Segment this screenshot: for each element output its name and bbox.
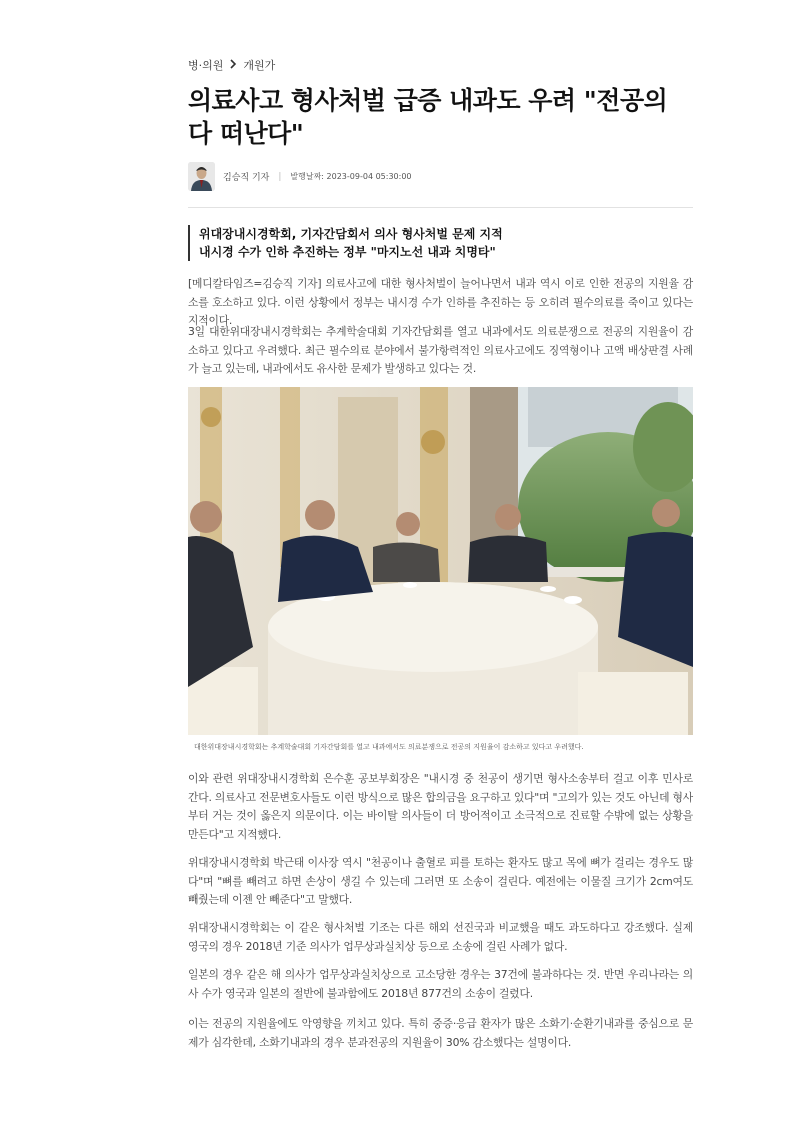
byline-divider: | (278, 171, 282, 182)
article-paragraph: 일본의 경우 같은 해 의사가 업무상과실치상으로 고소당한 경우는 37건에 불과하다는 것. 반면 우리나라는 의사 수가 영국과 일본의 절반에 불과함에도 2018년 877건의 소송이 걸렸다. (188, 968, 693, 1000)
reporter-avatar (188, 162, 215, 191)
photo-caption: 대한위대장내시경학회는 추계학술대회 기자간담회를 열고 내과에서도 의료분쟁으로 전공의 지원율이 감소하고 있다고 우려했다. (194, 743, 584, 751)
header-divider (188, 207, 693, 208)
article-paragraph: [메디칼타임즈=김승직 기자] 의료사고에 대한 형사처벌이 늘어나면서 내과 역시 이로 인한 전공의 지원율 감소를 호소하고 있다. 이런 상황에서 정부는 내시경 수가 인하를 추진하는 등 오히려 필수의료를 죽이고 있다는 지적이다. (188, 277, 693, 328)
article-photo (188, 387, 693, 735)
article-paragraph: 이와 관련 위대장내시경학회 은수훈 공보부회장은 "내시경 중 천공이 생기면 형사소송부터 걸고 이후 민사로 간다. 의료사고 전문변호사들도 이런 방식으로 많은 합의금을 요구하고 있다"며 "고의가 있는 것도 아닌데 형사부터 거는 것이 옳은지 의문이다. 이는 바이탈 의사들이 더 방어적이고 소극적으로 진료할 수밖에 없는 상황을 만든다"고 지적했다. (188, 772, 693, 841)
article-subheads (188, 225, 503, 261)
breadcrumb-section[interactable]: 병·의원 (188, 59, 224, 72)
article-byline (188, 162, 412, 191)
article-title: 의료사고 형사처벌 급증 내과도 우려 "전공의 다 떠난다" (188, 86, 668, 148)
article-paragraph: 위대장내시경학회 박근태 이사장 역시 "천공이나 출혈로 피를 토하는 환자도 많고 목에 뼈가 걸리는 경우도 많다"며 "뼈를 빼려고 하면 손상이 생길 수 있는데 그러면 또 소송이 걸린다. 예전에는 이물질 크기가 2cm여도 빼줬는데 이젠 안 빼준다"고 말했다. (188, 856, 693, 907)
article-paragraph: 3일 대한위대장내시경학회는 추계학술대회 기자간담회를 열고 내과에서도 의료분쟁으로 전공의 지원율이 감소하고 있다고 우려했다. 최근 필수의료 분야에서 불가항력적인 의료사고에도 징역형이나 고액 배상판결 사례가 늘고 있는데, 내과에서도 유사한 문제가 발생하고 있다는 것. (188, 325, 693, 376)
publish-date: 발행날짜: 2023-09-04 05:30:00 (290, 172, 412, 181)
article-paragraph: 위대장내시경학회는 이 같은 형사처벌 기조는 다른 해외 선진국과 비교했을 때도 과도하다고 강조했다. 실제 영국의 경우 2018년 기준 의사가 업무상과실치상 등으로 소송에 걸린 사례가 없다. (188, 921, 693, 953)
article-paragraph: 이는 전공의 지원율에도 악영향을 끼치고 있다. 특히 중증·응급 환자가 많은 소화기·순환기내과를 중심으로 문제가 심각한데, 소화기내과의 경우 분과전공의 지원율이 30% 감소했다는 설명이다. (188, 1017, 693, 1049)
subhead-line: 내시경 수가 인하 추진하는 정부 "마지노선 내과 치명타" (199, 245, 496, 259)
breadcrumb-subsection[interactable]: 개원가 (243, 59, 276, 72)
subhead-line: 위대장내시경학회, 기자간담회서 의사 형사처벌 문제 지적 (199, 227, 503, 241)
reporter-name[interactable]: 김승직 기자 (223, 173, 270, 183)
breadcrumb (188, 57, 275, 73)
chevron-right-icon (229, 59, 237, 72)
